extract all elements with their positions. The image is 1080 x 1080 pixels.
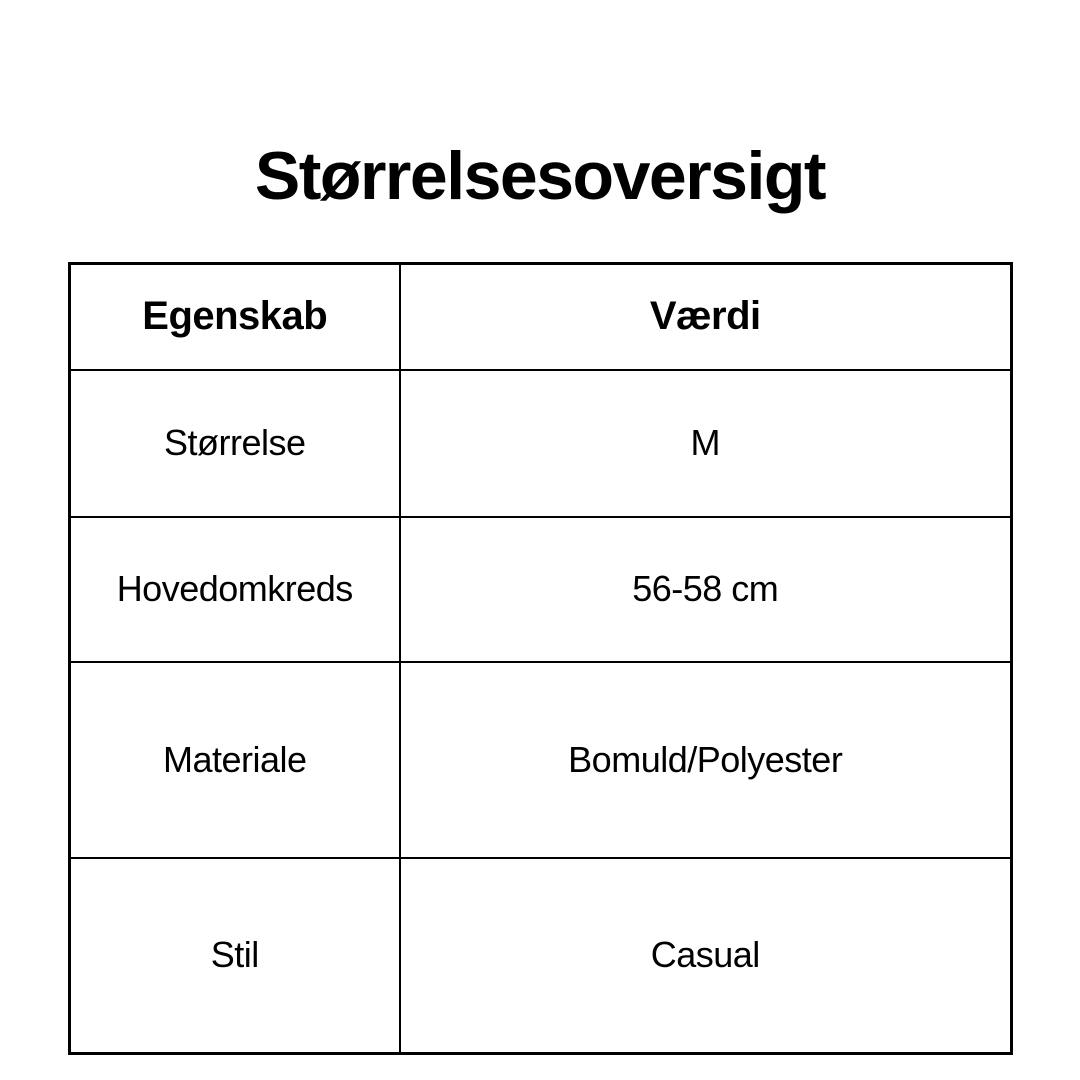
property-cell: Materiale	[70, 662, 400, 858]
table-row-hovedomkreds	[70, 517, 1012, 662]
table-row-materiale	[70, 662, 1012, 858]
table-row-stoerrelse	[70, 370, 1012, 517]
property-cell: Størrelse	[70, 370, 400, 517]
value-cell: Bomuld/Polyester	[400, 662, 1012, 858]
property-cell: Hovedomkreds	[70, 517, 400, 662]
page-title: Størrelsesoversigt	[254, 138, 826, 214]
size-table	[68, 262, 1013, 1055]
value-cell: Casual	[400, 858, 1012, 1054]
property-cell: Stil	[70, 858, 400, 1054]
table-header-row	[70, 264, 1012, 370]
value-cell: M	[400, 370, 1012, 517]
column-header-egenskab: Egenskab	[70, 264, 400, 370]
column-header-vaerdi: Værdi	[400, 264, 1012, 370]
table-row-stil	[70, 858, 1012, 1054]
value-cell: 56-58 cm	[400, 517, 1012, 662]
